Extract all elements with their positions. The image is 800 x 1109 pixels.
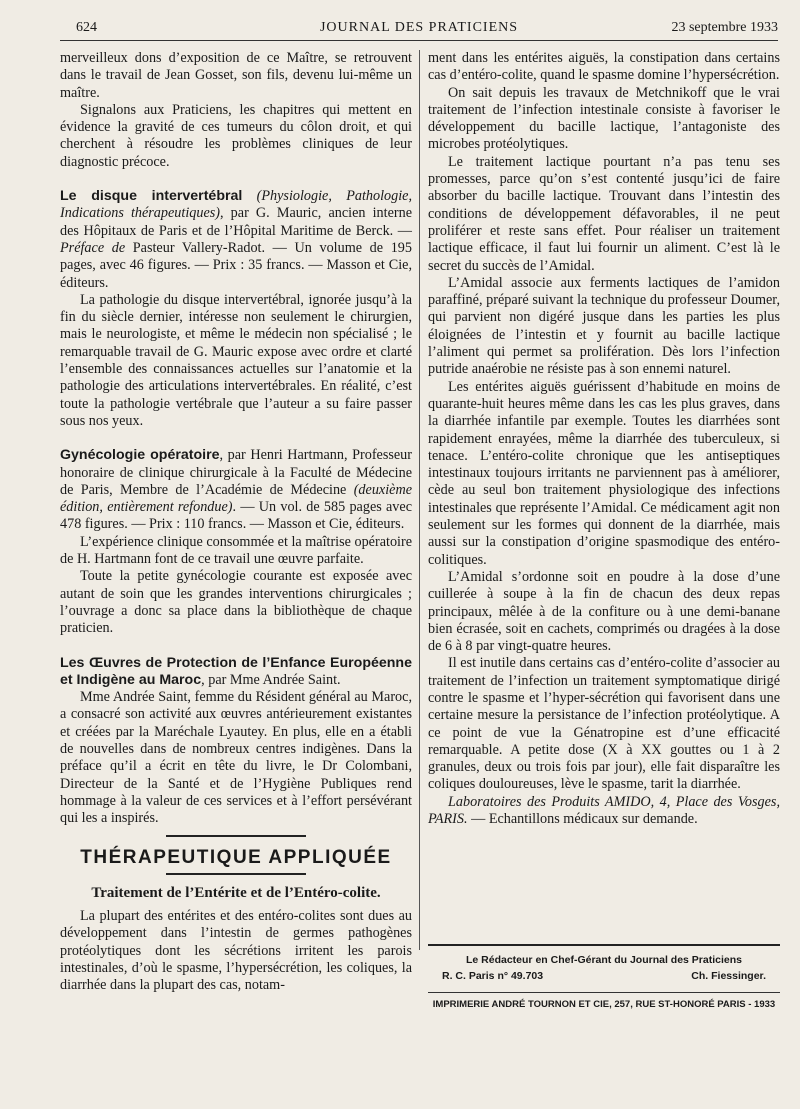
editor-line: Le Rédacteur en Chef-Gérant du Journal des Praticiens — [466, 954, 742, 966]
laboratory-note — [428, 794, 780, 829]
book-details: Pasteur Vallery-Radot. — Un volume de 195 pages, avec 46 figures. — Prix : 35 francs. — Masson et Cie, éditeurs. — [60, 239, 412, 291]
printer-line: IMPRIMERIE ANDRÉ TOURNON ET CIE, 257, RUE ST-HONORÉ PARIS - 1933 — [428, 992, 780, 1010]
paragraph: ment dans les entérites aiguës, la constipation dans certains cas d’entéro-colite, quand le spasme domine l’hypersécrétion. — [428, 50, 780, 84]
book-title: Le disque intervertébral — [60, 188, 243, 205]
paragraph: Signalons aux Praticiens, les chapitres qui mettent en évidence la gravité de ces tumeurs du côlon droit, et qui cherchent à résoudre les problèmes cliniques de leur diagnostic précoce. — [60, 101, 412, 170]
editor-name: Ch. Fiessinger. — [691, 970, 766, 982]
paragraph: La plupart des entérites et des entéro-colites sont dues au développement dans l’intestin de germes pathogènes protéolytiques dont les sécrétions irritent les parois intestinales, d’où le spasme, l’hypersécrétion, les coliques, la diarrhée dans la plupart des cas, notam- — [60, 908, 412, 994]
book-details: , par Henri Hartmann, Professeur honoraire de clinique chirurgicale à la Faculté de Médecine de Paris, Membre de l’Académie de Médecine — [60, 447, 412, 498]
paragraph: Le traitement lactique pourtant n’a pas tenu ses promesses, parce qu’on s’est contenté jusqu’ici de faire absorber du bacille lactique. Trouvant dans l’intestin des conditions de développement défavorables, il ne peut proliférer et reste sans effet. Pour réaliser un traitement lactique efficace, il faut lui fournir un aliment. C’est là le secret du succès de l’Amidal. — [428, 153, 780, 274]
article-title: Traitement de l’Entérite et de l’Entéro-colite. — [91, 884, 381, 901]
registration-row — [428, 970, 780, 982]
right-column — [428, 50, 780, 828]
book-preface: Préface de — [60, 239, 126, 256]
book-title: Gynécologie opératoire — [60, 447, 220, 464]
samples-note: — Echantillons médicaux sur demande. — [467, 811, 698, 828]
paragraph: Toute la petite gynécologie courante est exposée avec autant de soin que les grandes interventions chirurgicales ; l’ouvrage a donc sa place dans la bibliothèque de chaque praticien. — [60, 568, 412, 637]
book-review-oeuvres — [60, 655, 412, 690]
paragraph: L’Amidal s’ordonne soit en poudre à la dose d’une cuillerée à soupe à la fin de chacun des deux repas principaux, mêlée à de la confiture ou à une demi-banane bien écrasée, soit en cachets, comprimés ou dragées à la dose de 6 à 8 par vingt-quatre heures. — [428, 568, 780, 655]
book-edition: (deuxième édition, entièrement refondue) — [60, 481, 412, 516]
colophon — [428, 944, 780, 1010]
book-title: Les Œuvres de Protection de l’Enfance Européenne et Indigène au Maroc — [60, 654, 412, 688]
section-rule — [166, 873, 306, 875]
laboratory-address: Laboratoires des Produits AMIDO, 4, Place des Vosges, PARIS. — [428, 793, 780, 828]
paragraph: Les entérites aiguës guérissent d’habitude en moins de quarante-huit heures même dans les cas les plus graves, dans la diarrhée infantile par exemple. Toutes les diarrhées sont rapidement enrayées, même la diarrhée des tuberculeux, si tenace. L’entéro-colite chronique que les antiseptiques intestinaux toujours irritants ne parviennent pas à améliorer, cède au seul bon traitement physiologique des infections intestinales que représente l’Amidal. Ce médicament agit non seulement sur les formes qui donnent de la diarrhée, mais aussi sur la constipation d’origine spasmodique des entéro-colitiques. — [428, 378, 780, 568]
paragraph: merveilleux dons d’exposition de ce Maître, se retrouvent dans le travail de Jean Gosset, son fils, devenu lui-même un maître. — [60, 50, 412, 101]
book-review-disque — [60, 188, 412, 292]
page-number: 624 — [76, 20, 97, 35]
book-details: , par G. Mauric, ancien interne des Hôpitaux de Paris et de l’Hôpital Maritime de Berck. — — [60, 205, 412, 239]
paragraph: L’expérience clinique consommée et la maîtrise opératoire de H. Hartmann font de ce travail une œuvre parfaite. — [60, 533, 412, 568]
book-review-gynecologie — [60, 447, 412, 533]
paragraph: Il est inutile dans certains cas d’entéro-colite d’associer au traitement de l’infection un traitement symptomatique dirigé contre le spasme et l’hyper-sécrétion qui favorisent dans une certaine mesure la persistance de l’infection protéolytique. A ce point de vue la Génatropine est d’une efficacité remarquable. A petite dose (X à XX gouttes ou 1 à 2 granules, deux ou trois fois par jour), elle fait disparaître les coliques douloureuses, lève le spasme, tarit la diarrhée. — [428, 655, 780, 793]
page-header — [60, 14, 778, 41]
book-subtitle: (Physiologie, Pathologie, Indications thérapeutiques) — [60, 188, 412, 222]
registration-number: R. C. Paris n° 49.703 — [442, 970, 544, 982]
paragraph: L’Amidal associe aux ferments lactiques de l’amidon paraffiné, préparé suivant la technique du professeur Doumer, qui parvient non digéré jusque dans les parties les plus éloignées de l’intestin et y fournit au bacille lactique l’aliment qui permet sa prolifération. Dès lors l’infection putride anaérobie ne résiste pas à son ennemi naturel. — [428, 274, 780, 378]
column-divider — [419, 50, 420, 950]
book-details: . — Un vol. de 585 pages avec 478 figures. — Prix : 110 francs. — Masson et Cie, éditeurs. — [60, 499, 412, 533]
journal-title: JOURNAL DES PRATICIENS — [319, 20, 519, 35]
left-column — [60, 50, 412, 995]
paragraph: On sait depuis les travaux de Metchnikoff que le vrai traitement de l’infection intestinale consiste à favoriser le développement du bacille lactique, l’antagoniste des microbes protéolytiques. — [428, 84, 780, 153]
book-details: , par Mme Andrée Saint. — [201, 671, 341, 688]
section-rule — [166, 835, 306, 837]
paragraph: La pathologie du disque intervertébral, ignorée jusqu’à la fin du siècle dernier, intéresse non seulement le chirurgien, mais le neurologiste, et même le médecin non spécialisé ; le remarquable travail de G. Mauric expose avec ordre et clarté l’ensemble des connaissances actuelles sur l’anatomie et la pathologie des articulations intervertébrales. En réalité, c’est toute la pathologie vertébrale que l’auteur a su faire passer sous nos yeux. — [60, 291, 412, 429]
section-title: THÉRAPEUTIQUE APPLIQUÉE — [80, 847, 392, 869]
issue-date: 23 septembre 1933 — [671, 20, 778, 35]
paragraph: Mme Andrée Saint, femme du Résident général au Maroc, a consacré son activité aux œuvres antérieurement existantes et créées par la Maréchale Lyautey. En plus, elle en a établi de nouvelles dans de nombreux centres indigènes. Dans la préface qu’il a écrit en tête du livre, le Dr Colombani, Directeur de la Santé et de l’Hygiène Publiques rend hommage à la valeur de ces services et à l’effort persévérant qui les a inspirés. — [60, 689, 412, 827]
